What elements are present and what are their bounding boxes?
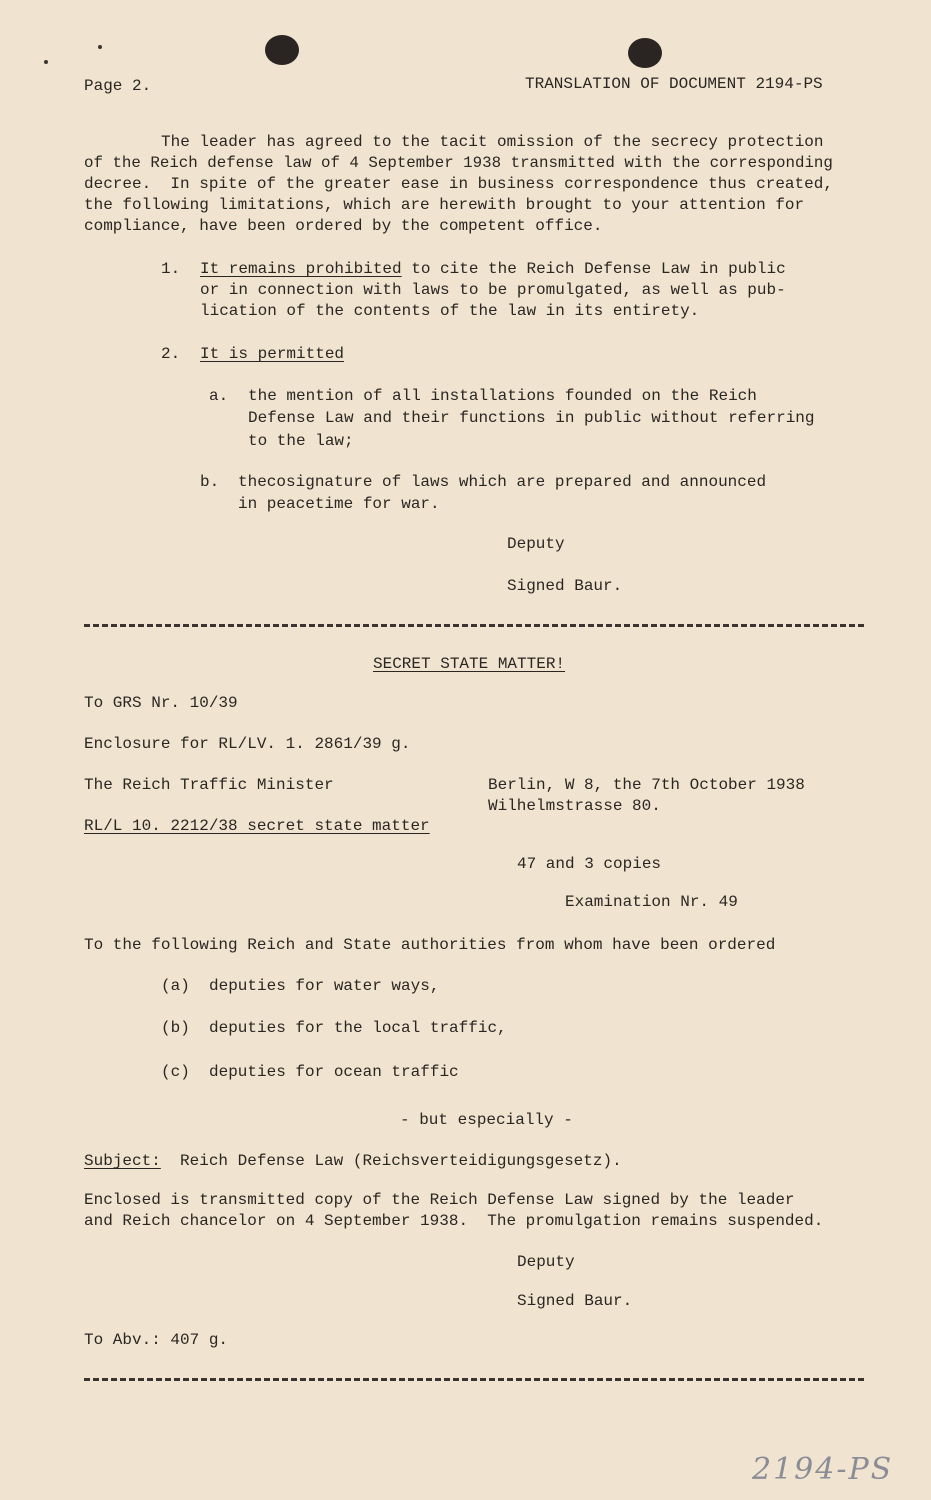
signature-title: Deputy: [507, 535, 565, 553]
deputy-b-text: deputies for the local traffic,: [209, 1019, 507, 1037]
document-title: TRANSLATION OF DOCUMENT 2194-PS: [525, 75, 823, 93]
sender-reference: RL/L 10. 2212/38 secret state matter: [84, 817, 430, 835]
subject-line: [84, 1151, 622, 1172]
handwritten-annotation: 2194-PS: [752, 1452, 894, 1487]
item-1-line: lication of the contents of the law in its entirety.: [200, 302, 700, 320]
enclosed-line: Enclosed is transmitted copy of the Reich Defense Law signed by the leader: [84, 1191, 795, 1209]
item-1-rest: to cite the Reich Defense Law in public: [401, 260, 786, 278]
item-2-heading: It is permitted: [200, 345, 345, 363]
intro-line: the following limitations, which are herewith brought to your attention for: [84, 196, 805, 214]
deputy-a-text: deputies for water ways,: [209, 977, 440, 995]
secret-heading: SECRET STATE MATTER!: [373, 655, 566, 673]
footer-reference: To Abv.: 407 g.: [84, 1331, 229, 1349]
signature-title: Deputy: [517, 1253, 575, 1271]
item-1-underlined: It remains prohibited: [200, 260, 402, 278]
signature-name: Signed Baur.: [517, 1292, 633, 1310]
item-1-number: 1.: [161, 260, 181, 278]
enclosure-line: Enclosure for RL/LV. 1. 2861/39 g.: [84, 735, 411, 753]
copies-count: 47 and 3 copies: [517, 855, 662, 873]
divider-line: [84, 624, 864, 627]
item-2b-line: in peacetime for war.: [238, 495, 440, 513]
subject-text: Reich Defense Law (Reichsverteidigungsgesetz).: [160, 1152, 622, 1170]
sender-place-date: Berlin, W 8, the 7th October 1938: [488, 776, 805, 794]
punch-hole-right: [628, 38, 662, 68]
sender-name: The Reich Traffic Minister: [84, 776, 334, 794]
punch-hole-left: [265, 35, 299, 65]
speck: [98, 45, 102, 49]
divider-line: [84, 1378, 864, 1381]
enclosed-line: and Reich chancelor on 4 September 1938. The promulgation remains suspended.: [84, 1212, 824, 1230]
subject-label: Subject:: [84, 1152, 161, 1170]
deputy-c-text: deputies for ocean traffic: [209, 1063, 459, 1081]
intro-line: of the Reich defense law of 4 September 1938 transmitted with the corresponding: [84, 154, 833, 172]
signature-name: Signed Baur.: [507, 577, 623, 595]
deputy-b-label: (b): [161, 1019, 190, 1037]
item-1-line: [200, 259, 786, 280]
deputy-c-label: (c): [161, 1063, 190, 1081]
addressees-intro: To the following Reich and State authorities from whom have been ordered: [84, 936, 776, 954]
deputy-a-label: (a): [161, 977, 190, 995]
item-2b-label: b.: [200, 473, 220, 491]
examination-number: Examination Nr. 49: [565, 893, 738, 911]
intro-line: decree. In spite of the greater ease in business correspondence thus created,: [84, 175, 833, 193]
sender-address: Wilhelmstrasse 80.: [488, 797, 661, 815]
item-2a-label: a.: [209, 387, 229, 405]
speck: [44, 60, 48, 64]
reference-line: To GRS Nr. 10/39: [84, 694, 238, 712]
item-2-number: 2.: [161, 345, 181, 363]
intro-line: compliance, have been ordered by the competent office.: [84, 217, 603, 235]
but-especially: - but especially -: [400, 1111, 573, 1129]
item-1-line: or in connection with laws to be promulgated, as well as pub-: [200, 281, 786, 299]
item-2a-line: Defense Law and their functions in public without referring: [248, 409, 815, 427]
page-number: Page 2.: [84, 77, 152, 95]
item-2a-line: to the law;: [248, 432, 354, 450]
item-2a-line: the mention of all installations founded on the Reich: [248, 387, 757, 405]
intro-line: The leader has agreed to the tacit omission of the secrecy protection: [161, 133, 824, 151]
item-2b-line: thecosignature of laws which are prepared and announced: [238, 473, 767, 491]
